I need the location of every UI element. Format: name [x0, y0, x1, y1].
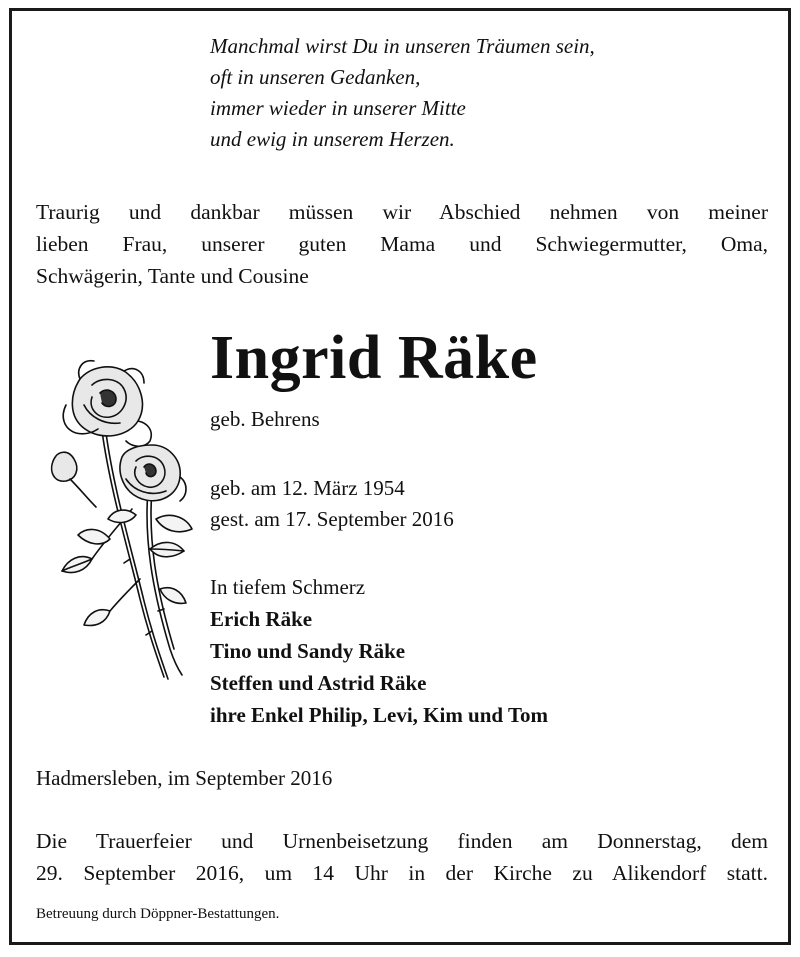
poem-line: Manchmal wirst Du in unseren Träumen sein, — [210, 34, 595, 58]
intro-text — [36, 196, 768, 292]
maiden-name: geb. Behrens — [210, 407, 320, 431]
mourner-name: Tino und Sandy Räke — [210, 639, 406, 663]
funeral-service-notice — [36, 825, 768, 889]
death-date: gest. am 17. September 2016 — [210, 507, 454, 531]
life-dates — [210, 473, 454, 535]
intro-line: lieben Frau, unserer guten Mama und Schwiegermutter, Oma, — [36, 232, 768, 256]
deceased-name: Ingrid Räke — [210, 324, 538, 392]
intro-line: Traurig und dankbar müssen wir Abschied nehmen von meiner — [36, 200, 768, 224]
birth-date: geb. am 12. März 1954 — [210, 476, 405, 500]
mourner-name: Erich Räke — [210, 607, 313, 631]
place-and-date: Hadmersleben, im September 2016 — [36, 766, 333, 790]
service-line: 29. September 2016, um 14 Uhr in der Kirche zu Alikendorf statt. — [36, 861, 768, 885]
mourner-name: Steffen und Astrid Räke — [210, 671, 427, 695]
obituary-frame — [9, 8, 791, 945]
intro-line: Schwägerin, Tante und Cousine — [36, 264, 309, 288]
poem — [210, 31, 595, 155]
poem-line: immer wieder in unserer Mitte — [210, 96, 466, 120]
roses-icon — [40, 349, 210, 689]
mourners — [210, 571, 548, 731]
mourners-heading: In tiefem Schmerz — [210, 575, 366, 599]
mourner-name: ihre Enkel Philip, Levi, Kim und Tom — [210, 703, 549, 727]
funeral-home-credit: Betreuung durch Döppner-Bestattungen. — [36, 906, 280, 922]
service-line: Die Trauerfeier und Urnenbeisetzung finden am Donnerstag, dem — [36, 829, 768, 853]
poem-line: oft in unseren Gedanken, — [210, 65, 421, 89]
poem-line: und ewig in unserem Herzen. — [210, 127, 455, 151]
